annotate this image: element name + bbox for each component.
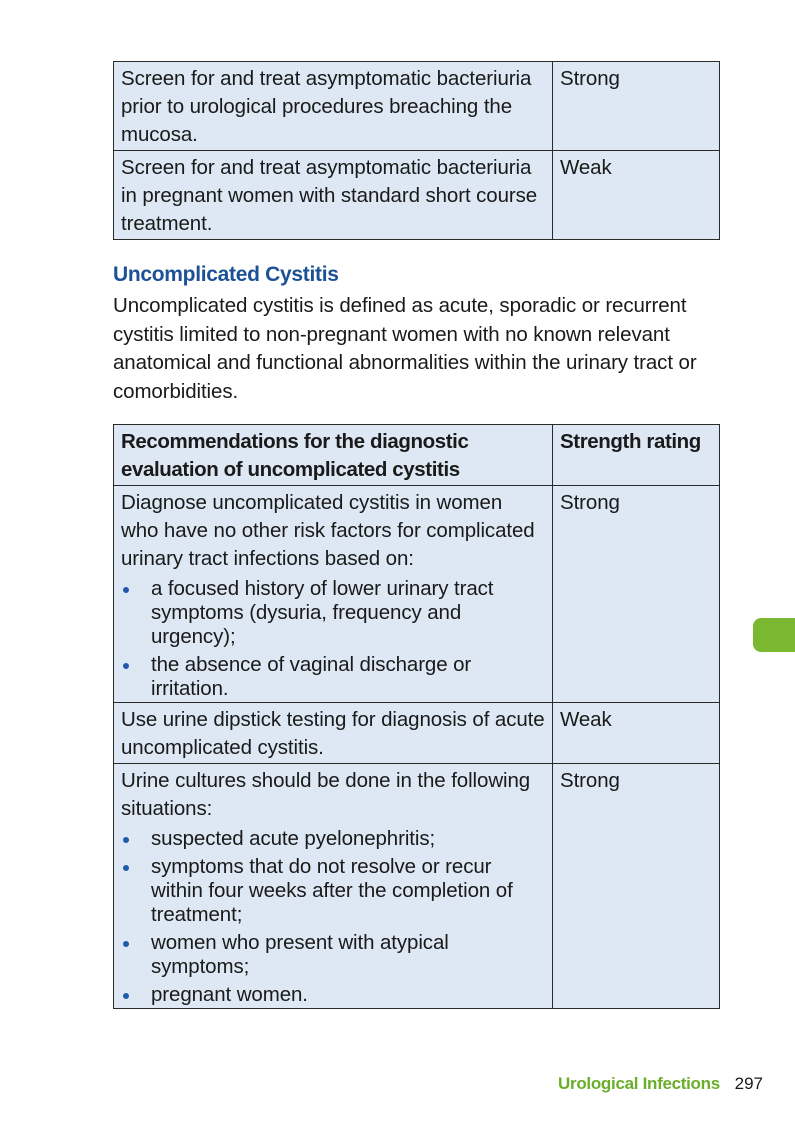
strength-rating: Weak [553,151,720,240]
recommendation-text: Urine cultures should be done in the following situations: [121,769,531,820]
section-title: Uncomplicated Cystitis [113,263,339,286]
footer-chapter-title: Urological Infections [558,1074,720,1093]
bullet-item: suspected acute pyelonephritis; [121,827,545,851]
table-row [114,764,720,1009]
table-row [114,62,720,151]
recommendation-text: Screen for and treat asymptomatic bacteriuria prior to urological procedures breaching the mucosa. [114,62,553,151]
strength-rating: Weak [553,703,720,764]
recommendation-text: Use urine dipstick testing for diagnosis of acute uncomplicated cystitis. [114,703,553,764]
table-header-row [114,425,720,486]
strength-rating: Strong [553,486,720,703]
bullet-item: a focused history of lower urinary tract symptoms (dysuria, frequency and urgency); [121,577,545,649]
recommendation-text: Diagnose uncomplicated cystitis in women who have no other risk factors for complicated urinary tract infections based on: [121,491,535,570]
section-paragraph: Uncomplicated cystitis is defined as acute, sporadic or recurrent cystitis limited to non-pregnant women with no known relevant anatomical and functional abnormalities within the urinary tract or comorbidities. [113,294,697,403]
column-header-recommendations: Recommendations for the diagnostic evaluation of uncomplicated cystitis [114,425,553,486]
recommendation-cell [114,764,553,1009]
table-row [114,486,720,703]
recommendations-table-top [113,61,720,240]
bullet-item: the absence of vaginal discharge or irritation. [121,653,545,701]
recommendations-table-cystitis [113,424,720,1009]
page-footer [558,1074,763,1094]
bullet-item: women who present with atypical symptoms; [121,931,545,979]
column-header-strength: Strength rating [553,425,720,486]
bullet-list [121,827,545,1007]
bullet-item: pregnant women. [121,983,545,1007]
recommendation-cell [114,486,553,703]
chapter-side-tab [753,618,795,652]
strength-rating: Strong [553,62,720,151]
bullet-list [121,577,545,701]
recommendation-text: Screen for and treat asymptomatic bacteriuria in pregnant women with standard short course treatment. [114,151,553,240]
strength-rating: Strong [553,764,720,1009]
table-row [114,151,720,240]
bullet-item: symptoms that do not resolve or recur within four weeks after the completion of treatment; [121,855,545,927]
table-row [114,703,720,764]
page-number: 297 [734,1074,763,1093]
